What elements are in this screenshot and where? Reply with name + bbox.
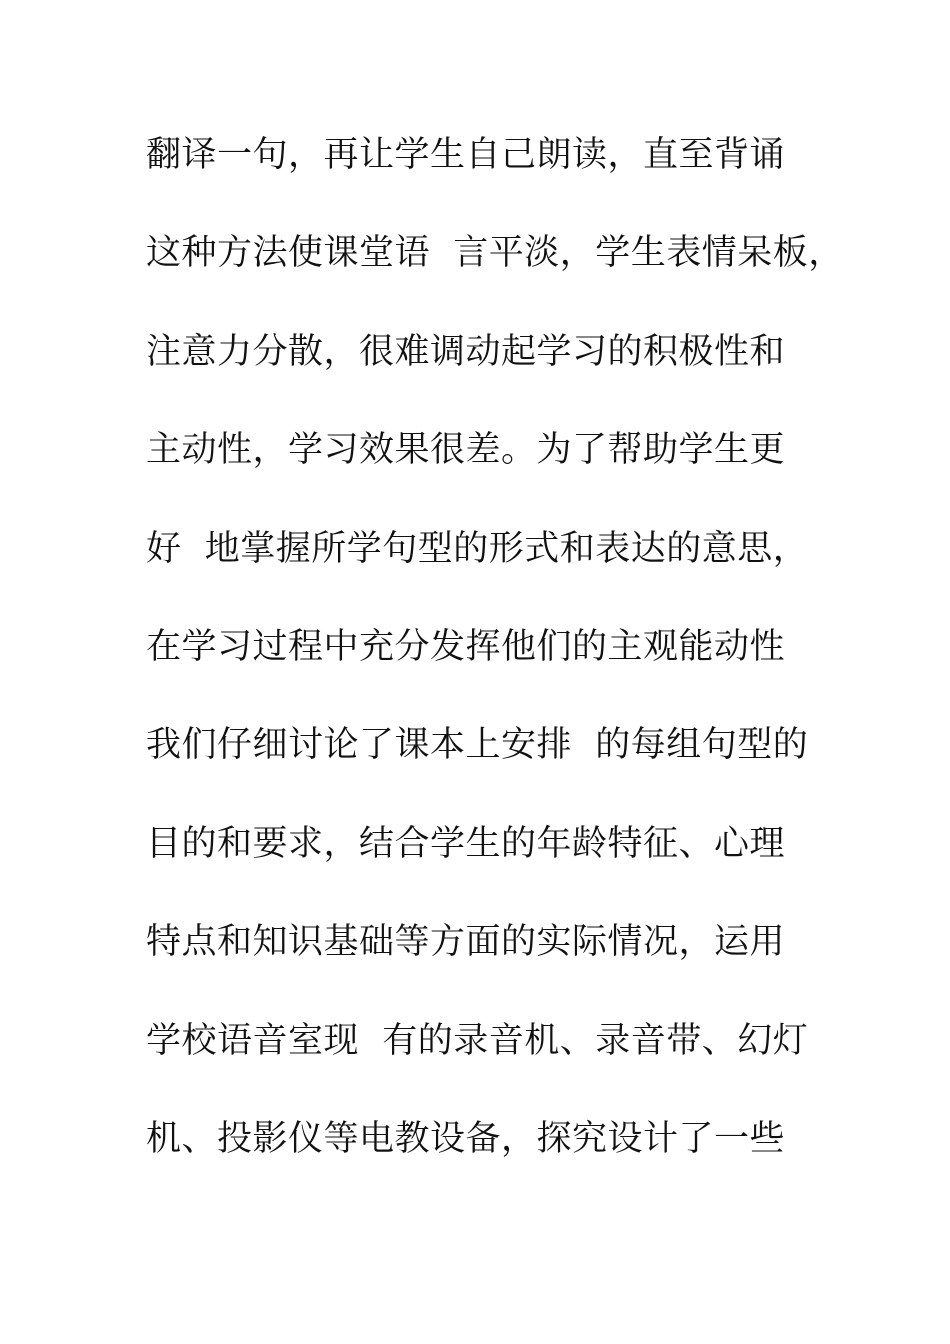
text-line-10: 学校语音室现 有的录音机、录音带、幻灯 bbox=[146, 1020, 809, 1061]
body-text bbox=[146, 126, 846, 1208]
text-line-1: 翻译一句，再让学生自己朗读，直至背诵 bbox=[146, 135, 786, 175]
text-line-9: 特点和知识基础等方面的实际情况，运用 bbox=[146, 922, 786, 963]
text-line-3: 注意力分散，很难调动起学习的积极性和 bbox=[146, 331, 786, 372]
text-line-6: 在学习过程中充分发挥他们的主观能动性 bbox=[146, 626, 786, 667]
text-line-11: 机、投影仪等电教设备，探究设计了一些 bbox=[146, 1118, 786, 1159]
text-line-2: 这种方法使课堂语 言平淡，学生表情呆板， bbox=[146, 233, 844, 274]
text-line-4: 主动性，学习效果很差。为了帮助学生更 bbox=[146, 430, 786, 471]
text-line-5: 好 地掌握所学句型的形式和表达的意思， bbox=[146, 528, 809, 569]
text-line-8: 目的和要求，结合学生的年龄特征、心理 bbox=[146, 823, 786, 864]
text-line-7: 我们仔细讨论了课本上安排 的每组句型的 bbox=[146, 725, 809, 766]
